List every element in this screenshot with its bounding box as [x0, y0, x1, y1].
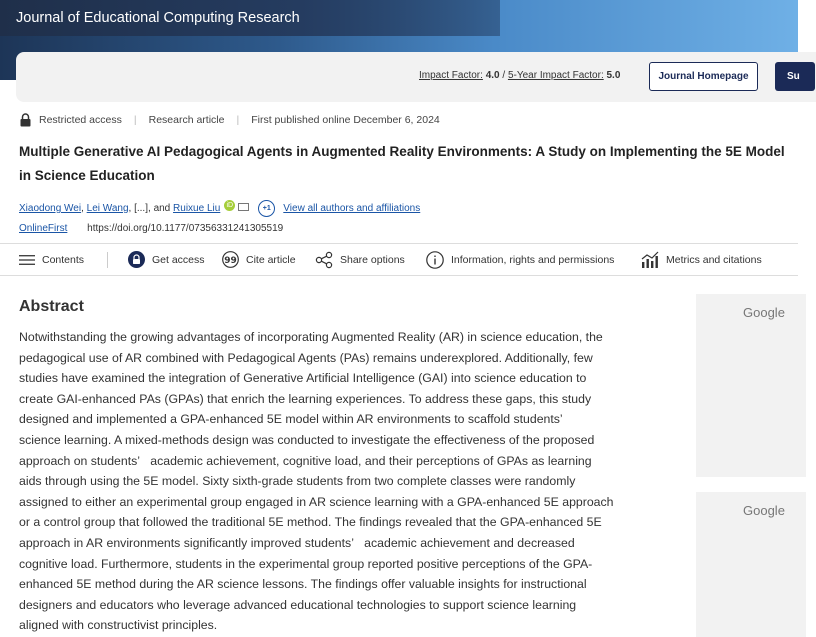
toolbar-divider [107, 252, 108, 268]
abstract-line: cognitive load. Furthermore, students in the experimental group reported positive perceptions of the GPA- [19, 556, 593, 571]
lock-icon [20, 113, 31, 127]
abstract-line: pedagogical use of AR combined with Pedagogical Agents (PAs) remains underexplored. Additionally, few [19, 350, 593, 365]
authors-and: and [153, 203, 171, 214]
article-meta-row [20, 113, 440, 127]
bar-chart-icon [641, 251, 659, 269]
meta-separator: | [236, 114, 240, 126]
abstract-line: designers and educators who leverage advanced educational technologies to support science learning [19, 597, 577, 612]
abstract-line: studies have examined the integration of Generative Artificial Intelligence (GAI) into science education to [19, 371, 587, 386]
abstract-line: designed and implemented a GPA-enhanced 5E model within AR environments to scaffold students’ [19, 412, 563, 427]
author-link[interactable]: Lei Wang [86, 203, 129, 214]
abstract-line: aids through using the 5E model. Sixty sixth-grade students from two complete classes were randomly [19, 474, 576, 489]
article-type: Research article [148, 114, 225, 126]
orcid-icon[interactable]: iD [224, 200, 235, 211]
email-icon[interactable] [238, 203, 249, 211]
abstract-line: approach on students’ academic achievement, cognitive load, and their perceptions of GPAs as learning [19, 453, 592, 468]
abstract-line: or a control group that followed the traditional 5E method. The findings revealed that the GPA-enhanced 5E [19, 515, 602, 530]
ad-provider-label: Google [743, 503, 785, 518]
journal-homepage-button[interactable]: Journal Homepage [649, 62, 758, 91]
share-options-button[interactable] [315, 244, 405, 275]
get-access-button[interactable] [128, 244, 205, 275]
list-icon [19, 254, 35, 266]
doi-text[interactable]: https://doi.org/10.1177/07356331241305519 [87, 223, 284, 234]
published-date: First published online December 6, 2024 [251, 114, 440, 126]
author-link[interactable]: Ruixue Liu [173, 203, 221, 214]
doi-row [19, 223, 283, 234]
quote-icon [222, 251, 239, 268]
ad-provider-label: Google [743, 305, 785, 320]
abstract-text [19, 327, 619, 636]
advertisement-slot[interactable] [696, 492, 806, 637]
advertisement-slot[interactable] [696, 294, 806, 477]
five-year-impact-factor-value: 5.0 [606, 70, 621, 81]
submit-paper-button[interactable]: Su [775, 62, 815, 91]
abstract-line: enhanced 5E method during the AR science lessons. The findings offer valuable insights for instructional [19, 577, 587, 592]
svg-text:99: 99 [224, 256, 237, 266]
journal-title[interactable]: Journal of Educational Computing Research [16, 10, 300, 26]
abstract-line: Notwithstanding the growing advantages of incorporating Augmented Reality (AR) in science education, the [19, 330, 603, 344]
author-list: Xiaodong Wei , Lei Wang , [...] , and Ruixue Liu iD +1 View all authors and affiliations [19, 200, 420, 217]
article-title: Multiple Generative AI Pedagogical Agents in Augmented Reality Environments: A Study on Implementing the 5E Model in Science Education [19, 144, 785, 183]
abstract-heading: Abstract [19, 298, 84, 315]
lock-circle-icon [128, 251, 145, 268]
information-rights-label: Information, rights and permissions [451, 253, 615, 266]
abstract-line: aligned with constructivist principles. [19, 618, 218, 633]
metrics-citations-label: Metrics and citations [666, 253, 762, 266]
impact-factor-value: 4.0 [485, 70, 500, 81]
access-status: Restricted access [39, 114, 122, 126]
author-link[interactable]: Xiaodong Wei [19, 203, 82, 214]
abstract-line: science learning. A mixed-methods design was conducted to investigate the effectiveness of the proposed [19, 432, 595, 447]
article-toolbar [0, 243, 798, 276]
contents-button[interactable] [19, 244, 84, 275]
abstract-line: approach in AR environments significantly improved students’ academic achievement and decreased [19, 535, 575, 550]
abstract-line: create GAI-enhanced PAs (GPAs) that enrich the learning experiences. To address these gaps, this study [19, 391, 592, 406]
more-authors-badge[interactable]: +1 [258, 200, 275, 217]
meta-separator: | [133, 114, 137, 126]
abstract-line: assigned to either an experimental group engaged in AR science learning with a GPA-enhanced 5E approach [19, 494, 614, 509]
cite-article-button[interactable] [222, 244, 296, 275]
five-year-impact-factor-label[interactable]: 5-Year Impact Factor: [507, 70, 604, 81]
view-all-authors-link[interactable]: View all authors and affiliations [283, 203, 421, 214]
share-icon [315, 251, 333, 269]
share-options-label: Share options [340, 253, 405, 266]
information-rights-button[interactable] [426, 244, 614, 275]
impact-factor-label[interactable]: Impact Factor: [419, 70, 483, 81]
info-icon [426, 251, 444, 269]
get-access-label: Get access [152, 253, 205, 266]
contents-label: Contents [42, 253, 85, 266]
impact-factor[interactable]: Impact Factor: 4.0 / 5-Year Impact Factor: 5.0 [419, 70, 621, 81]
metrics-citations-button[interactable] [641, 244, 762, 275]
authors-ellipsis[interactable]: [...] [134, 203, 148, 214]
cite-article-label: Cite article [246, 253, 296, 266]
online-first-link[interactable]: OnlineFirst [19, 223, 68, 234]
